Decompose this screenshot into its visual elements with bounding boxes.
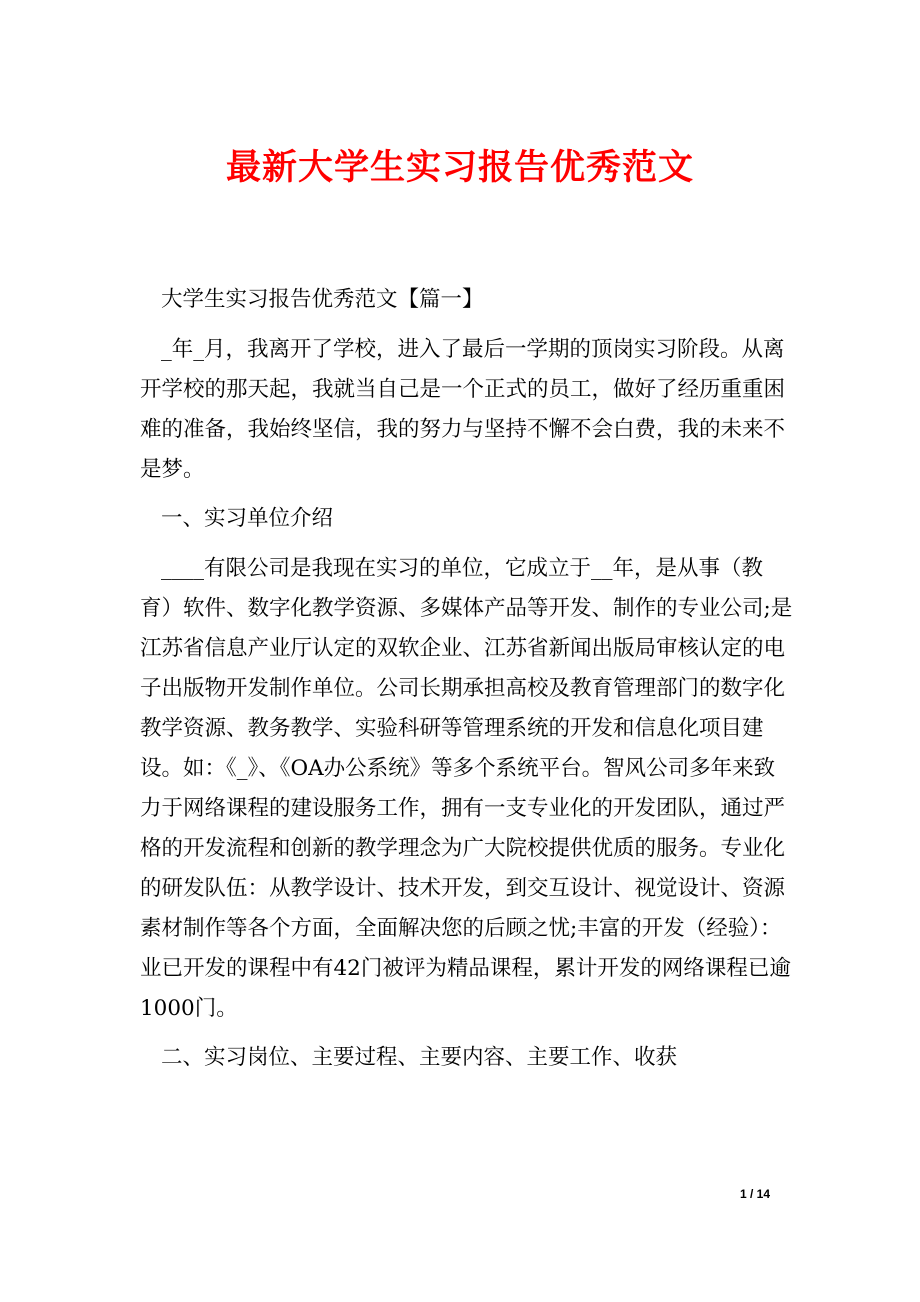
intro-paragraph: _年_月，我离开了学校，进入了最后一学期的顶岗实习阶段。从离开学校的那天起，我就当自己是一个正式的员工，做好了经历重重困难的准备，我始终坚信，我的努力与坚持不懈不会白费，我的未来不是梦。 — [140, 337, 786, 482]
company-paragraph: ____有限公司是我现在实习的单位，它成立于__年，是从事（教育）软件、数字化教学资源、多媒体产品等开发、制作的专业公司;是江苏省信息产业厅认定的双软企业、江苏省新闻出版局审核认定的电子出版物开发制作单位。公司长期承担高校及教育管理部门的数字化教学资源、教务教学、实验科研等管理系统的开发和信息化项目建设。如：《_》、《OA办公系统》等多个系统平台。智风公司多年来致力于网络课程的建设服务工作，拥有一支专业化的开发团队，通过严格的开发流程和创新的教学理念为广大院校提供优质的服务。专业化的研发队伍：从教学设计、技术开发，到交互设计、视觉设计、资源素材制作等各个方面，全面解决您的后顾之忧;丰富的开发（经验）：业已开发的课程中有42门被评为精品课程，累计开发的网络课程已逾1000门。 — [140, 556, 793, 1021]
section-heading: 二、实习岗位、主要过程、主要内容、主要工作、收获 — [161, 1045, 678, 1070]
section-heading: 一、实习单位介绍 — [161, 506, 334, 531]
section-heading: 大学生实习报告优秀范文【篇一】 — [161, 287, 484, 312]
document-body — [140, 280, 795, 1088]
document-title: 最新大学生实习报告优秀范文 — [225, 147, 694, 188]
page-number: 1 / 14 — [740, 1187, 771, 1201]
